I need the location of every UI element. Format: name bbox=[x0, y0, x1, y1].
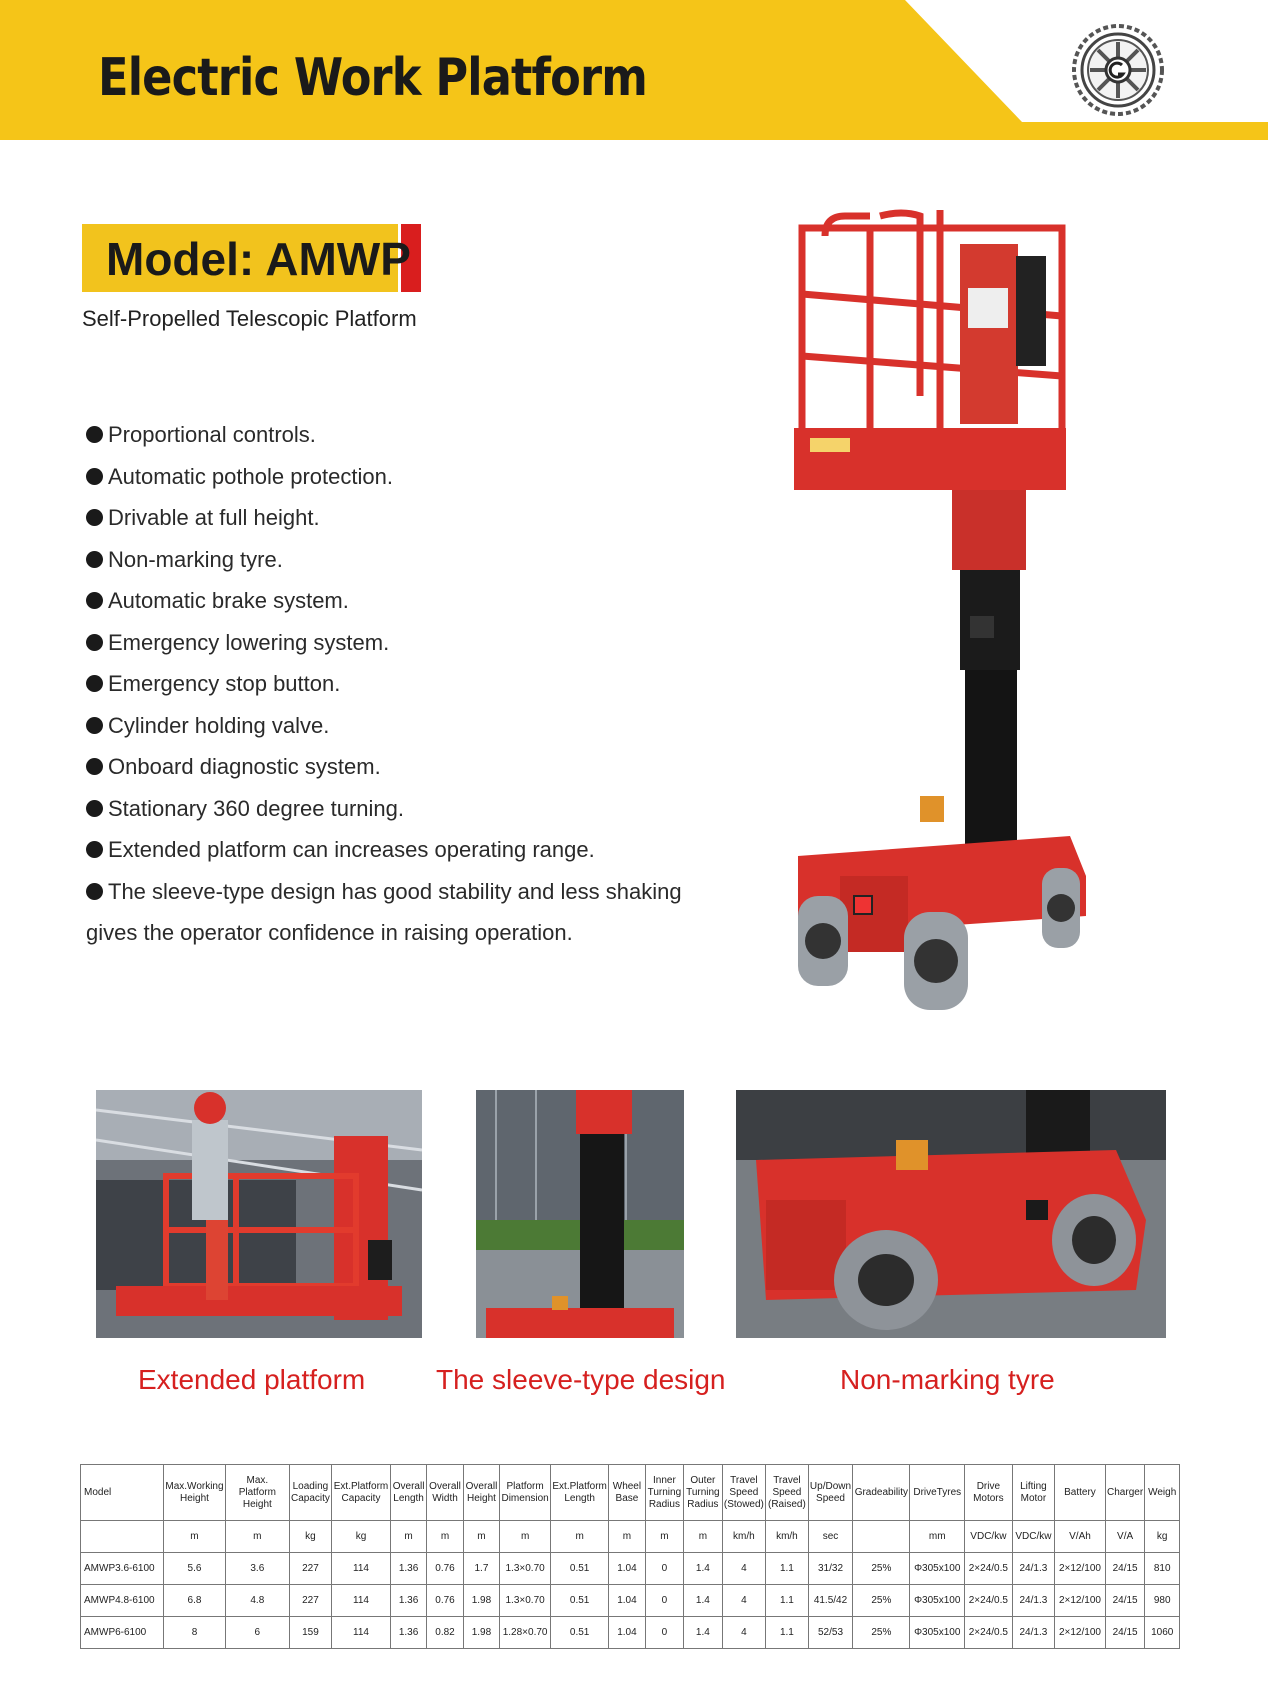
table-cell: 1.1 bbox=[766, 1585, 809, 1617]
table-row bbox=[81, 1585, 1180, 1617]
table-cell: 0 bbox=[645, 1585, 683, 1617]
table-cell: 1.3×0.70 bbox=[500, 1585, 551, 1617]
table-cell: 1.04 bbox=[609, 1585, 645, 1617]
bullet-icon bbox=[86, 468, 103, 485]
table-cell: 1.1 bbox=[766, 1553, 809, 1585]
table-cell: Φ305x100 bbox=[910, 1617, 965, 1649]
feature-item: Proportional controls. bbox=[86, 414, 746, 456]
caption-extended-platform: Extended platform bbox=[138, 1364, 366, 1395]
gear-logo-icon bbox=[1070, 22, 1166, 118]
bullet-icon bbox=[86, 509, 103, 526]
bullet-icon bbox=[86, 717, 103, 734]
table-cell: 6 bbox=[225, 1617, 289, 1649]
page-title: Electric Work Platform bbox=[98, 48, 647, 108]
table-cell: 114 bbox=[332, 1585, 391, 1617]
table-cell: 114 bbox=[332, 1553, 391, 1585]
table-cell: 0.51 bbox=[551, 1553, 609, 1585]
column-header: Loading Capacity bbox=[289, 1465, 331, 1521]
unit-cell bbox=[853, 1521, 910, 1553]
table-cell: 114 bbox=[332, 1617, 391, 1649]
unit-cell: V/Ah bbox=[1055, 1521, 1106, 1553]
column-header: Drive Motors bbox=[965, 1465, 1013, 1521]
table-cell: 6.8 bbox=[164, 1585, 226, 1617]
bullet-icon bbox=[86, 426, 103, 443]
unit-cell: km/h bbox=[766, 1521, 809, 1553]
table-cell: 1.04 bbox=[609, 1553, 645, 1585]
table-row bbox=[81, 1553, 1180, 1585]
column-header: DriveTyres bbox=[910, 1465, 965, 1521]
column-header: Overall Height bbox=[463, 1465, 499, 1521]
table-cell: 24/15 bbox=[1105, 1617, 1145, 1649]
bullet-icon bbox=[86, 592, 103, 609]
table-cell: 25% bbox=[853, 1585, 910, 1617]
unit-cell: m bbox=[164, 1521, 226, 1553]
table-cell: 24/15 bbox=[1105, 1585, 1145, 1617]
table-cell: 4 bbox=[722, 1585, 766, 1617]
table-cell: 1.04 bbox=[609, 1617, 645, 1649]
feature-item: Drivable at full height. bbox=[86, 497, 746, 539]
table-cell: 1.36 bbox=[390, 1585, 426, 1617]
column-header: Travel Speed (Raised) bbox=[766, 1465, 809, 1521]
unit-cell: km/h bbox=[722, 1521, 766, 1553]
feature-item: Automatic pothole protection. bbox=[86, 456, 746, 498]
table-cell: 227 bbox=[289, 1553, 331, 1585]
table-cell: 0.76 bbox=[427, 1585, 463, 1617]
table-cell: 1.28×0.70 bbox=[500, 1617, 551, 1649]
feature-item: Cylinder holding valve. bbox=[86, 705, 746, 747]
column-header: Max. Platform Height bbox=[225, 1465, 289, 1521]
table-cell: Φ305x100 bbox=[910, 1585, 965, 1617]
unit-cell: m bbox=[427, 1521, 463, 1553]
table-row bbox=[81, 1617, 1180, 1649]
bullet-icon bbox=[86, 758, 103, 775]
feature-item: Non-marking tyre. bbox=[86, 539, 746, 581]
table-cell: 227 bbox=[289, 1585, 331, 1617]
bullet-icon bbox=[86, 841, 103, 858]
table-cell: 1.3×0.70 bbox=[500, 1553, 551, 1585]
table-cell: 4 bbox=[722, 1553, 766, 1585]
feature-item: Onboard diagnostic system. bbox=[86, 746, 746, 788]
unit-cell: m bbox=[684, 1521, 722, 1553]
column-header: Platform Dimension bbox=[500, 1465, 551, 1521]
table-cell: 0.82 bbox=[427, 1617, 463, 1649]
table-cell: 2×12/100 bbox=[1055, 1585, 1106, 1617]
table-cell: 31/32 bbox=[808, 1553, 853, 1585]
model-subtitle: Self-Propelled Telescopic Platform bbox=[82, 306, 417, 331]
caption-non-marking-tyre: Non-marking tyre bbox=[840, 1364, 1055, 1395]
bullet-icon bbox=[86, 883, 103, 900]
feature-item: Emergency lowering system. bbox=[86, 622, 746, 664]
table-cell: 2×24/0.5 bbox=[965, 1617, 1013, 1649]
table-cell: 1060 bbox=[1145, 1617, 1180, 1649]
column-header: Up/Down Speed bbox=[808, 1465, 853, 1521]
column-header: Travel Speed (Stowed) bbox=[722, 1465, 766, 1521]
unit-cell: m bbox=[500, 1521, 551, 1553]
unit-cell: m bbox=[609, 1521, 645, 1553]
caption-sleeve-design: The sleeve-type design bbox=[436, 1364, 726, 1395]
unit-cell: m bbox=[551, 1521, 609, 1553]
non-marking-tyre-photo bbox=[736, 1090, 1166, 1338]
table-cell: 1.36 bbox=[390, 1617, 426, 1649]
column-header: Ext.Platform Capacity bbox=[332, 1465, 391, 1521]
table-cell: 41.5/42 bbox=[808, 1585, 853, 1617]
unit-cell: V/A bbox=[1105, 1521, 1145, 1553]
table-cell: 1.1 bbox=[766, 1617, 809, 1649]
table-cell: 1.98 bbox=[463, 1617, 499, 1649]
table-cell: AMWP3.6-6100 bbox=[81, 1553, 164, 1585]
unit-cell: m bbox=[390, 1521, 426, 1553]
column-header: Gradeability bbox=[853, 1465, 910, 1521]
table-cell: 810 bbox=[1145, 1553, 1180, 1585]
table-cell: 2×24/0.5 bbox=[965, 1553, 1013, 1585]
table-cell: 3.6 bbox=[225, 1553, 289, 1585]
feature-list bbox=[86, 414, 746, 954]
unit-cell: kg bbox=[1145, 1521, 1180, 1553]
table-cell: 25% bbox=[853, 1553, 910, 1585]
model-label: Model: AMWP bbox=[106, 233, 411, 285]
table-cell: 0.76 bbox=[427, 1553, 463, 1585]
unit-cell: m bbox=[225, 1521, 289, 1553]
sleeve-design-photo bbox=[476, 1090, 684, 1338]
column-header: Weigh bbox=[1145, 1465, 1180, 1521]
table-cell: 2×12/100 bbox=[1055, 1553, 1106, 1585]
extended-platform-photo bbox=[96, 1090, 422, 1338]
units-row bbox=[81, 1521, 1180, 1553]
table-cell: 159 bbox=[289, 1617, 331, 1649]
table-cell: 24/1.3 bbox=[1012, 1617, 1055, 1649]
column-header: Ext.Platform Length bbox=[551, 1465, 609, 1521]
column-header: Overall Length bbox=[390, 1465, 426, 1521]
feature-item-continuation: gives the operator confidence in raising operation. bbox=[86, 920, 573, 945]
table-cell: 0 bbox=[645, 1553, 683, 1585]
table-cell: 2×24/0.5 bbox=[965, 1585, 1013, 1617]
bullet-icon bbox=[86, 551, 103, 568]
table-cell: Φ305x100 bbox=[910, 1553, 965, 1585]
table-cell: 1.4 bbox=[684, 1585, 722, 1617]
unit-cell: kg bbox=[332, 1521, 391, 1553]
table-cell: 1.98 bbox=[463, 1585, 499, 1617]
column-header: Battery bbox=[1055, 1465, 1106, 1521]
unit-cell: VDC/kw bbox=[965, 1521, 1013, 1553]
table-cell: 0.51 bbox=[551, 1617, 609, 1649]
table-cell: 24/15 bbox=[1105, 1553, 1145, 1585]
table-cell: 24/1.3 bbox=[1012, 1585, 1055, 1617]
table-cell: 980 bbox=[1145, 1585, 1180, 1617]
column-header: Max.Working Height bbox=[164, 1465, 226, 1521]
table-cell: 0 bbox=[645, 1617, 683, 1649]
unit-cell: sec bbox=[808, 1521, 853, 1553]
table-cell: 1.4 bbox=[684, 1553, 722, 1585]
table-cell: 0.51 bbox=[551, 1585, 609, 1617]
unit-cell: VDC/kw bbox=[1012, 1521, 1055, 1553]
column-header: Charger bbox=[1105, 1465, 1145, 1521]
table-header-row bbox=[81, 1465, 1180, 1521]
table-cell: AMWP6-6100 bbox=[81, 1617, 164, 1649]
table-cell: 1.7 bbox=[463, 1553, 499, 1585]
unit-cell: mm bbox=[910, 1521, 965, 1553]
bullet-icon bbox=[86, 634, 103, 651]
column-header: Inner Turning Radius bbox=[645, 1465, 683, 1521]
feature-item: The sleeve-type design has good stability and less shaking bbox=[86, 871, 746, 913]
table-cell: 2×12/100 bbox=[1055, 1617, 1106, 1649]
column-header: Outer Turning Radius bbox=[684, 1465, 722, 1521]
bullet-icon bbox=[86, 675, 103, 692]
column-header: Overall Width bbox=[427, 1465, 463, 1521]
table-cell: 1.36 bbox=[390, 1553, 426, 1585]
unit-cell: kg bbox=[289, 1521, 331, 1553]
table-cell: 24/1.3 bbox=[1012, 1553, 1055, 1585]
unit-cell bbox=[81, 1521, 164, 1553]
column-header: Lifting Motor bbox=[1012, 1465, 1055, 1521]
table-cell: 5.6 bbox=[164, 1553, 226, 1585]
table-cell: 25% bbox=[853, 1617, 910, 1649]
column-header: Model bbox=[81, 1465, 164, 1521]
spec-table bbox=[80, 1464, 1180, 1649]
bullet-icon bbox=[86, 800, 103, 817]
table-cell: AMWP4.8-6100 bbox=[81, 1585, 164, 1617]
unit-cell: m bbox=[645, 1521, 683, 1553]
feature-item: Extended platform can increases operating range. bbox=[86, 829, 746, 871]
table-cell: 4 bbox=[722, 1617, 766, 1649]
feature-item: Automatic brake system. bbox=[86, 580, 746, 622]
product-image bbox=[780, 196, 1100, 1016]
unit-cell: m bbox=[463, 1521, 499, 1553]
table-cell: 1.4 bbox=[684, 1617, 722, 1649]
table-cell: 52/53 bbox=[808, 1617, 853, 1649]
column-header: Wheel Base bbox=[609, 1465, 645, 1521]
feature-item: Stationary 360 degree turning. bbox=[86, 788, 746, 830]
table-cell: 4.8 bbox=[225, 1585, 289, 1617]
feature-item: Emergency stop button. bbox=[86, 663, 746, 705]
table-cell: 8 bbox=[164, 1617, 226, 1649]
